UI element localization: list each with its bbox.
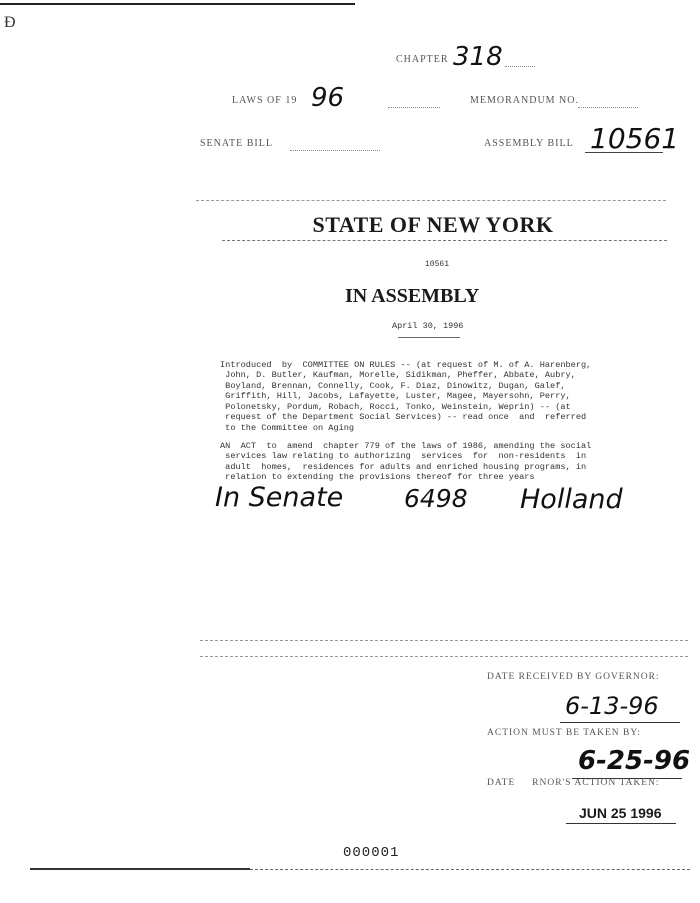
handwritten-sponsor: Holland: [520, 484, 623, 515]
lower-separator-2: [200, 656, 688, 657]
action-by-value: 6-25-96: [578, 746, 691, 776]
introduced-line: John, D. Butler, Kaufman, Morelle, Sidikman, Pheffer, Abbate, Aubry,: [220, 370, 576, 380]
handwritten-senate: In Senate: [215, 482, 344, 513]
date-received-label: DATE RECEIVED BY GOVERNOR:: [487, 672, 660, 682]
action-taken-underline: [566, 823, 676, 824]
introduced-line: Introduced by COMMITTEE ON RULES -- (at request of M. of A. Harenberg,: [220, 359, 592, 370]
introduced-line: Griffith, Hill, Jacobs, Lafayette, Luster, Magee, Mayersohn, Perry,: [220, 391, 571, 401]
assembly-bill-value: 10561: [590, 122, 680, 155]
introduced-line: Polonetsky, Pordum, Robach, Rocci, Tonko, Weinstein, Weprin) -- (at: [220, 401, 571, 412]
introduced-line: to the Committee on Aging: [220, 422, 355, 433]
date-received-underline: [560, 722, 680, 723]
handwritten-number: 6498: [404, 484, 468, 513]
senate-bill-line: [290, 150, 380, 151]
senate-bill-label: SENATE BILL: [200, 138, 273, 149]
laws-value: 96: [311, 83, 345, 113]
act-line: AN ACT to amend chapter 779 of the laws of 1986, amending the social: [220, 440, 592, 451]
date-received-value: 6-13-96: [565, 692, 659, 720]
top-rule: [0, 3, 355, 5]
memorandum-line: [578, 107, 638, 108]
introduction-date: April 30, 1996: [392, 321, 464, 331]
bill-number: 10561: [425, 260, 450, 269]
corner-mark: Ð: [4, 14, 16, 31]
assembly-bill-label: ASSEMBLY BILL: [484, 138, 574, 149]
page-title: STATE OF NEW YORK: [312, 212, 554, 237]
date-underline: [398, 337, 460, 338]
act-line: services law relating to authorizing services for non-residents in: [220, 451, 587, 461]
chapter-label: CHAPTER: [396, 54, 449, 65]
action-taken-label: DATE RNOR'S ACTION TAKEN:: [487, 778, 660, 788]
bottom-rule-right: [250, 869, 690, 870]
assembly-bill-line: [585, 152, 663, 153]
act-line: relation to extending the provisions thereof for three years: [220, 472, 535, 482]
bottom-rule-left: [30, 868, 250, 870]
page-number: 000001: [343, 845, 400, 861]
laws-line: [388, 107, 440, 108]
assembly-heading: IN ASSEMBLY: [345, 285, 480, 307]
action-taken-stamp: JUN 25 1996: [579, 805, 662, 821]
introduced-line: request of the Department Social Services) -- read once and referred: [220, 412, 587, 422]
action-by-label: ACTION MUST BE TAKEN BY:: [487, 728, 641, 738]
chapter-line: [505, 66, 535, 67]
act-line: adult homes, residences for adults and enriched housing programs, in: [220, 461, 587, 472]
memorandum-label: MEMORANDUM NO.: [470, 95, 580, 106]
upper-separator: [196, 200, 666, 201]
chapter-value: 318: [453, 42, 503, 72]
heading-rule: [222, 240, 667, 241]
lower-separator-1: [200, 640, 688, 641]
introduced-line: Boyland, Brennan, Connelly, Cook, F. Diaz, Dinowitz, Dugan, Galef,: [220, 380, 566, 391]
laws-label: LAWS OF 19: [232, 95, 298, 106]
